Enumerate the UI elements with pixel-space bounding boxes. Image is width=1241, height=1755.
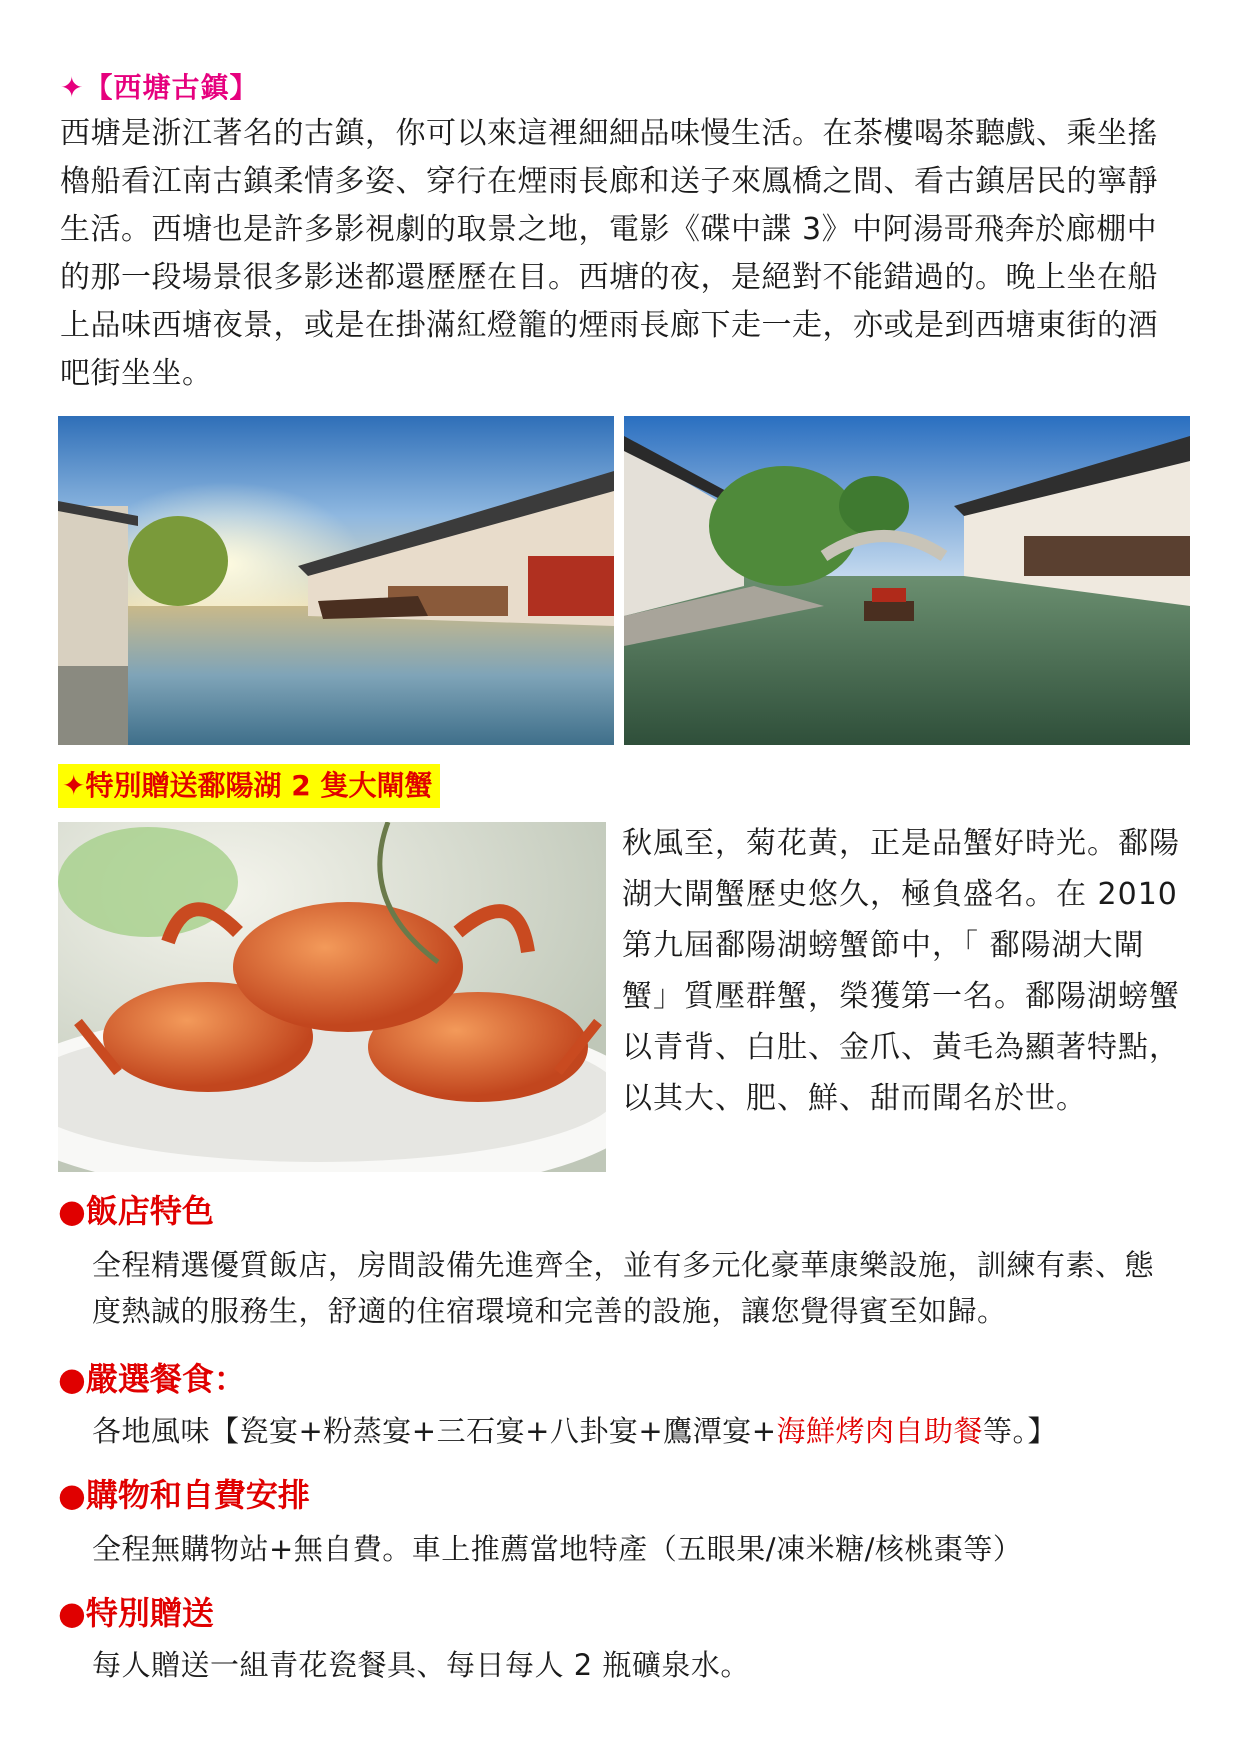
crab-photo — [58, 822, 606, 1172]
gift-body: 每人贈送一組青花瓷餐具、每日每人 2 瓶礦泉水。 — [92, 1648, 750, 1682]
food-title: ●嚴選餐食： — [58, 1360, 246, 1398]
xitang-heading: ✦【西塘古鎮】 — [60, 71, 259, 104]
food-body-suffix: 等。】 — [983, 1414, 1058, 1448]
food-body-prefix: 各地風味【瓷宴+粉蒸宴+三石宴+八卦宴+鷹潭宴+ — [92, 1414, 777, 1448]
xitang-paragraph: 西塘是浙江著名的古鎮，你可以來這裡細細品味慢生活。在茶樓喝茶聽戲、乘坐搖櫓船看江南古鎮柔情多姿、穿行在煙雨長廊和送子來鳳橋之間、看古鎮居民的寧靜生活。西塘也是許多影視劇的取景之地，電影《碟中諜 3》中阿湯哥飛奔於廊棚中的那一段場景很多影迷都還歷歷在目。西塘的夜，是絕對不能錯過的。晚上坐在船上品味西塘夜景，或是在掛滿紅燈籠的煙雨長廊下走一走，亦或是到西塘東街的酒吧街坐坐。 — [60, 116, 1158, 391]
xitang-sunset-photo — [58, 416, 614, 745]
crab-paragraph: 秋風至，菊花黃，正是品蟹好時光。鄱陽湖大閘蟹歷史悠久，極負盛名。在 2010 第九屆鄱陽湖螃蟹節中，「 鄱陽湖大閘蟹」質壓群蟹，榮獲第一名。鄱陽湖螃蟹以青背、白肚、金爪、黃毛為顯著特點，以其大、肥、鮮、甜而聞名於世。 — [622, 826, 1180, 1116]
shopping-body: 全程無購物站+無自費。車上推薦當地特產（五眼果/凍米糖/核桃棗等） — [92, 1532, 1023, 1566]
shopping-title: ●購物和自費安排 — [58, 1476, 310, 1514]
crab-heading: ✦特別贈送鄱陽湖 2 隻大閘蟹 — [58, 764, 440, 808]
food-body-highlight: 海鮮烤肉自助餐 — [776, 1414, 984, 1448]
xitang-bridge-photo — [624, 416, 1190, 745]
hotel-title: ●飯店特色 — [58, 1192, 214, 1230]
hotel-body: 全程精選優質飯店，房間設備先進齊全，並有多元化豪華康樂設施，訓練有素、態度熱誠的服務生，舒適的住宿環境和完善的設施，讓您覺得賓至如歸。 — [92, 1248, 1155, 1328]
food-body — [92, 1408, 1182, 1454]
gift-title: ●特別贈送 — [58, 1594, 214, 1632]
